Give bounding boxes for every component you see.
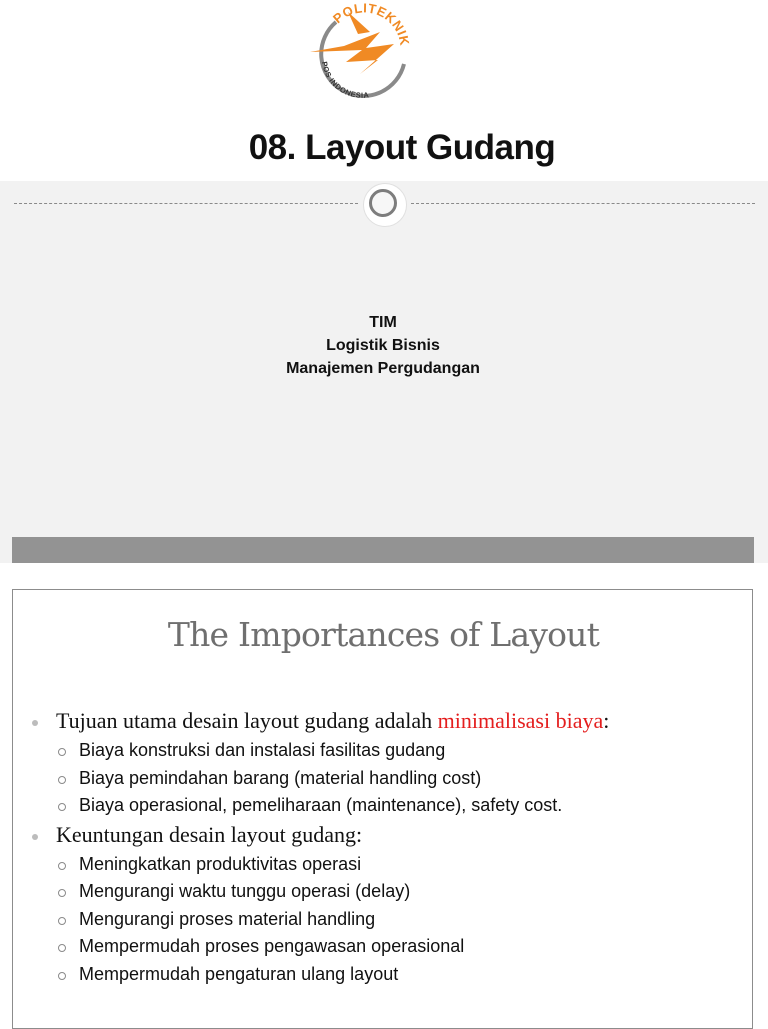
sub-bullet-text: Meningkatkan produktivitas operasi <box>79 854 362 874</box>
ring-inner <box>369 189 397 217</box>
bullet-item <box>13 822 754 850</box>
sub-bullet-text: Mempermudah proses pengawasan operasional <box>79 936 465 956</box>
team-credits <box>0 311 766 380</box>
sub-bullet-item <box>13 936 754 960</box>
circle-bullet-icon <box>58 776 66 784</box>
footer-bar <box>12 537 754 563</box>
circle-bullet-icon <box>58 917 66 925</box>
bullet-highlight: minimalisasi biaya <box>437 708 604 733</box>
bullet-text: Keuntungan desain layout gudang: <box>56 822 363 847</box>
sub-bullet-text: Biaya konstruksi dan instalasi fasilitas gudang <box>79 740 446 760</box>
svg-text:POS INDONESIA <box>320 61 370 98</box>
circle-bullet-icon <box>58 944 66 952</box>
sub-bullet-text: Mempermudah pengaturan ulang layout <box>79 964 399 984</box>
content-slide <box>12 589 753 1029</box>
divider-right <box>411 203 755 204</box>
divider-left <box>14 203 358 204</box>
bullet-text <box>56 708 609 734</box>
sub-bullet-item <box>13 795 754 819</box>
team-line: TIM <box>369 314 397 331</box>
bullet-dot-icon <box>32 834 38 840</box>
divider-ring-ornament <box>364 184 406 226</box>
sub-bullet-text: Biaya operasional, pemeliharaan (maintenance), safety cost. <box>79 795 563 815</box>
circle-bullet-icon <box>58 889 66 897</box>
sub-bullet-text: Mengurangi waktu tunggu operasi (delay) <box>79 881 411 901</box>
logo-text-top: POLITEKNIK <box>330 2 413 47</box>
sub-bullet-item <box>13 909 754 933</box>
bullet-text-end: : <box>603 708 610 733</box>
bullet-item <box>13 708 754 736</box>
sub-bullet-item <box>13 881 754 905</box>
circle-bullet-icon <box>58 803 66 811</box>
circle-bullet-icon <box>58 972 66 980</box>
logo-text-bottom: POS INDONESIA <box>319 60 370 98</box>
circle-bullet-icon <box>58 862 66 870</box>
slide-title: The Importances of Layout <box>167 615 600 654</box>
sub-bullet-item <box>13 768 754 792</box>
sub-bullet-item <box>13 964 754 988</box>
sub-bullet-item <box>13 740 754 764</box>
sub-bullet-text: Biaya pemindahan barang (material handling cost) <box>79 768 482 788</box>
team-line: Logistik Bisnis <box>326 337 440 354</box>
sub-bullet-item <box>13 854 754 878</box>
bullet-dot-icon <box>32 720 38 726</box>
circle-bullet-icon <box>58 748 66 756</box>
team-line: Manajemen Pergudangan <box>286 360 480 377</box>
bullet-text-main: Tujuan utama desain layout gudang adalah <box>56 708 438 733</box>
slide-title: 08. Layout Gudang <box>248 128 556 167</box>
politeknik-pos-indonesia-logo <box>300 2 416 98</box>
sub-bullet-text: Mengurangi proses material handling <box>79 909 376 929</box>
